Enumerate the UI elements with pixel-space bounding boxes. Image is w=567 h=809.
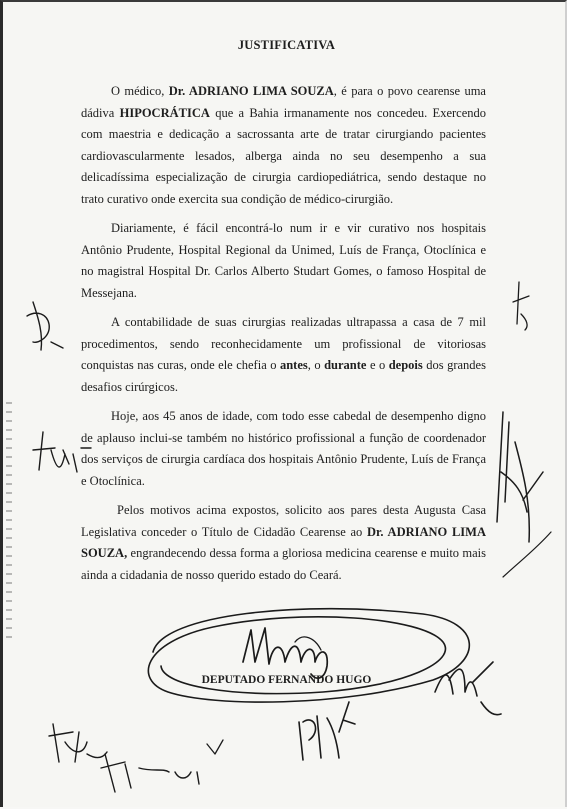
- text-segment: A contabilidade de suas cirurgias realizadas ultrapassa a casa de 7 mil procedimentos, sendo reconhecidamente um profissional de vitoriosas conquistas nas curas, onde ele chefia o: [81, 315, 486, 372]
- text-segment: O médico,: [111, 84, 169, 98]
- text-segment: , o: [307, 358, 325, 372]
- text-segment: Diariamente, é fácil encontrá-lo num ir e vir curativo nos hospitais Antônio Prudente, Hospital Regional da Unimed, Luís de França, Otoclínica e no magistral Hospital Dr. Carlos Alberto Studart Gomes, o famoso Hospital de Messejana.: [81, 221, 486, 300]
- right-signature: [435, 662, 501, 715]
- text-segment: dos grandes desafios cirúrgicos.: [81, 358, 486, 394]
- text-segment: que a Bahia irmanamente nos concedeu. Exercendo com maestria e dedicação a sacrossanta arte de tratar cirurgiando pacientes cardiovascularmente lesados, alberga ainda no seu desempenho a sua delicadíssima especialização de cirurgia cardiopediátrica, sendo destaque no trato curativo onde exercita sua condição de médico-cirurgião.: [81, 105, 486, 206]
- bold-segment: Dr. ADRIANO LIMA SOUZA,: [81, 524, 487, 560]
- bottom-signature-3: [299, 702, 355, 760]
- bold-segment: durante: [324, 358, 367, 372]
- paragraph-4: [81, 406, 486, 492]
- bold-segment: HIPOCRÁTICA: [119, 105, 210, 120]
- text-segment: e o: [366, 358, 389, 372]
- bottom-signature-2: [101, 754, 199, 792]
- main-signature: [243, 628, 327, 678]
- text-segment: engrandecendo dessa forma a gloriosa medicina cearense e muito mais ainda a cidadania de nosso querido estado do Ceará.: [81, 546, 486, 582]
- margin-signature-3: [513, 282, 529, 330]
- paragraph-5: [81, 500, 486, 586]
- signatory-name: DEPUTADO FERNANDO HUGO: [201, 674, 372, 686]
- bottom-signature-1: [49, 724, 107, 762]
- bold-segment: Dr. ADRIANO LIMA SOUZA: [168, 84, 334, 98]
- paragraph-1: [81, 81, 486, 210]
- text-segment: , é para o povo cearense uma dádiva: [81, 84, 486, 120]
- paragraph-3: [81, 312, 486, 398]
- text-segment: Hoje, aos 45 anos de idade, com todo esse cabedal de desempenho digno de aplauso inclui-se também no histórico profissional a função de coordenador dos serviços de cirurgia cardíaca dos hospitais Antônio Prudente, Luís de França e Otoclínica.: [81, 409, 486, 488]
- paragraph-2: [81, 218, 486, 304]
- scan-edge-artifact: [6, 402, 12, 642]
- text-segment: Pelos motivos acima expostos, solicito aos pares desta Augusta Casa Legislativa conceder o Título de Cidadão Cearense ao: [81, 503, 486, 539]
- bold-segment: antes: [279, 358, 308, 372]
- margin-signature-1: [27, 302, 63, 350]
- document-title: JUSTIFICATIVA: [237, 38, 336, 52]
- document-body: [81, 81, 486, 594]
- main-signature-oval: [148, 609, 469, 702]
- margin-signature-4: [497, 412, 543, 542]
- bold-segment: depois: [388, 358, 423, 372]
